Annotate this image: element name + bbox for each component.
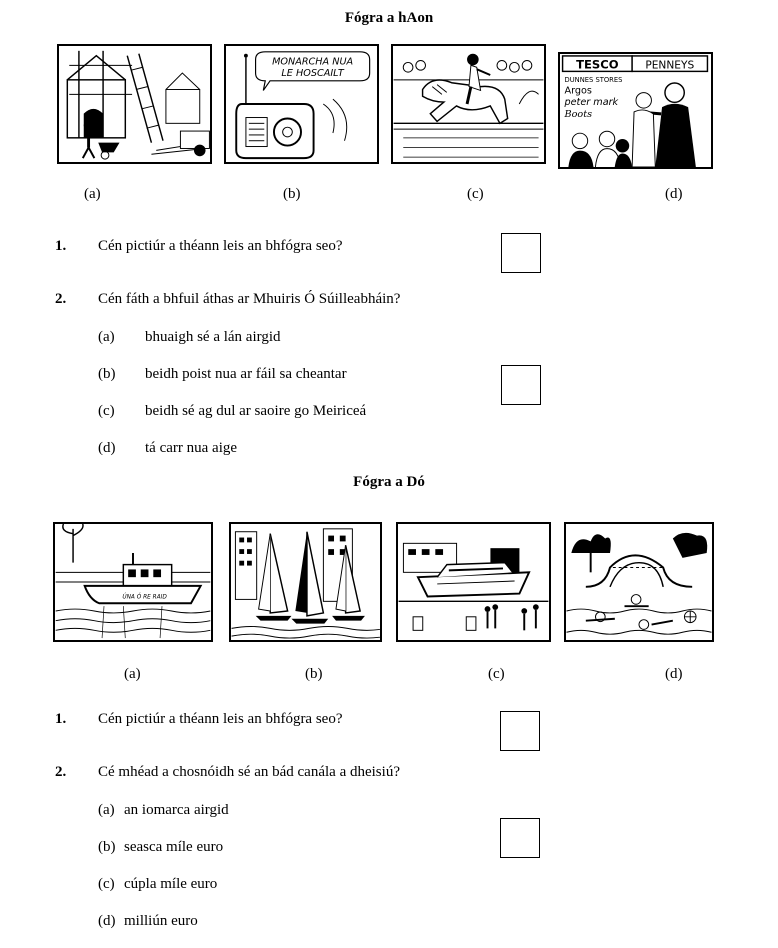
s2-q2-option-c-text: cúpla míle euro <box>124 876 218 892</box>
picture-2a-label: (a) <box>124 666 141 682</box>
picture-1b-label: (b) <box>283 186 301 202</box>
radio-sign-line2: LE HOSCAILT <box>281 67 344 79</box>
picture-2c-ferry <box>396 522 551 642</box>
s1-q2-option-a-label: (a) <box>98 329 115 345</box>
sign-peter-mark: peter mark <box>564 97 619 109</box>
picture-1c-horse <box>391 44 546 164</box>
s1-q2-option-b-text: beidh poist nua ar fáil sa cheantar <box>145 366 347 382</box>
sign-penneys: PENNEYS <box>645 58 695 72</box>
ferry-illustration <box>398 524 549 640</box>
picture-2b-sailboats <box>229 522 382 642</box>
s2-q2-option-b-text: seasca míle euro <box>124 839 224 855</box>
horse-illustration <box>393 46 544 162</box>
s2-q2-option-d-label: (d) <box>98 913 116 929</box>
s2-question2-answer-box[interactable] <box>500 818 540 858</box>
s2-q2-option-b-label: (b) <box>98 839 116 855</box>
s1-question2-number: 2. <box>55 291 67 307</box>
picture-2c-label: (c) <box>488 666 505 682</box>
s2-q2-option-c-label: (c) <box>98 876 115 892</box>
sailboats-illustration <box>231 524 380 640</box>
s2-question1-text: Cén pictiúr a théann leis an bhfógra seo? <box>98 711 343 727</box>
sign-argos: Argos <box>564 85 592 97</box>
s1-q2-option-b-label: (b) <box>98 366 116 382</box>
s1-question2-answer-box[interactable] <box>501 365 541 405</box>
picture-1d-label: (d) <box>665 186 683 202</box>
s2-q2-option-d-text: milliún euro <box>124 913 198 929</box>
picture-2a-canal-boat <box>53 522 213 642</box>
picture-1b-radio <box>224 44 379 164</box>
s1-q2-option-c-label: (c) <box>98 403 115 419</box>
s1-question2-text: Cén fáth a bhfuil áthas ar Mhuiris Ó Súilleabháin? <box>98 291 401 307</box>
picture-2b-label: (b) <box>305 666 323 682</box>
s1-q2-option-a-text: bhuaigh sé a lán airgid <box>145 329 281 345</box>
shops-illustration <box>560 54 711 167</box>
sign-boots: Boots <box>564 108 593 120</box>
s2-question1-number: 1. <box>55 711 67 727</box>
builder-illustration <box>59 46 210 162</box>
picture-2d-label: (d) <box>665 666 683 682</box>
section1-title: Fógra a hAon <box>344 10 434 26</box>
s1-question1-answer-box[interactable] <box>501 233 541 273</box>
picture-2d-swimmers <box>564 522 714 642</box>
sign-dunnes: DUNNES STORES <box>564 76 623 85</box>
s2-q2-option-a-label: (a) <box>98 802 115 818</box>
s1-question1-number: 1. <box>55 238 67 254</box>
radio-sign-line1: MONARCHA NUA <box>272 56 354 68</box>
s2-question1-answer-box[interactable] <box>500 711 540 751</box>
picture-1a-builder <box>57 44 212 164</box>
picture-1c-label: (c) <box>467 186 484 202</box>
s2-question2-text: Cé mhéad a chosnóidh sé an bád canála a dheisiú? <box>98 764 400 780</box>
s1-question1-text: Cén pictiúr a théann leis an bhfógra seo? <box>98 238 343 254</box>
canal-boat-illustration <box>55 524 211 640</box>
boat-name: ÚNA Ó RE RAID <box>122 594 167 601</box>
picture-1a-label: (a) <box>84 186 101 202</box>
sign-tesco: TESCO <box>576 57 619 72</box>
swimmers-illustration <box>566 524 712 640</box>
s2-question2-number: 2. <box>55 764 67 780</box>
section2-title: Fógra a Dó <box>353 474 425 490</box>
s1-q2-option-d-label: (d) <box>98 440 116 456</box>
s2-q2-option-a-text: an iomarca airgid <box>124 802 229 818</box>
s1-q2-option-d-text: tá carr nua aige <box>145 440 238 456</box>
s1-q2-option-c-text: beidh sé ag dul ar saoire go Meiriceá <box>145 403 367 419</box>
radio-illustration <box>226 46 377 162</box>
picture-1d-shops <box>558 52 713 169</box>
